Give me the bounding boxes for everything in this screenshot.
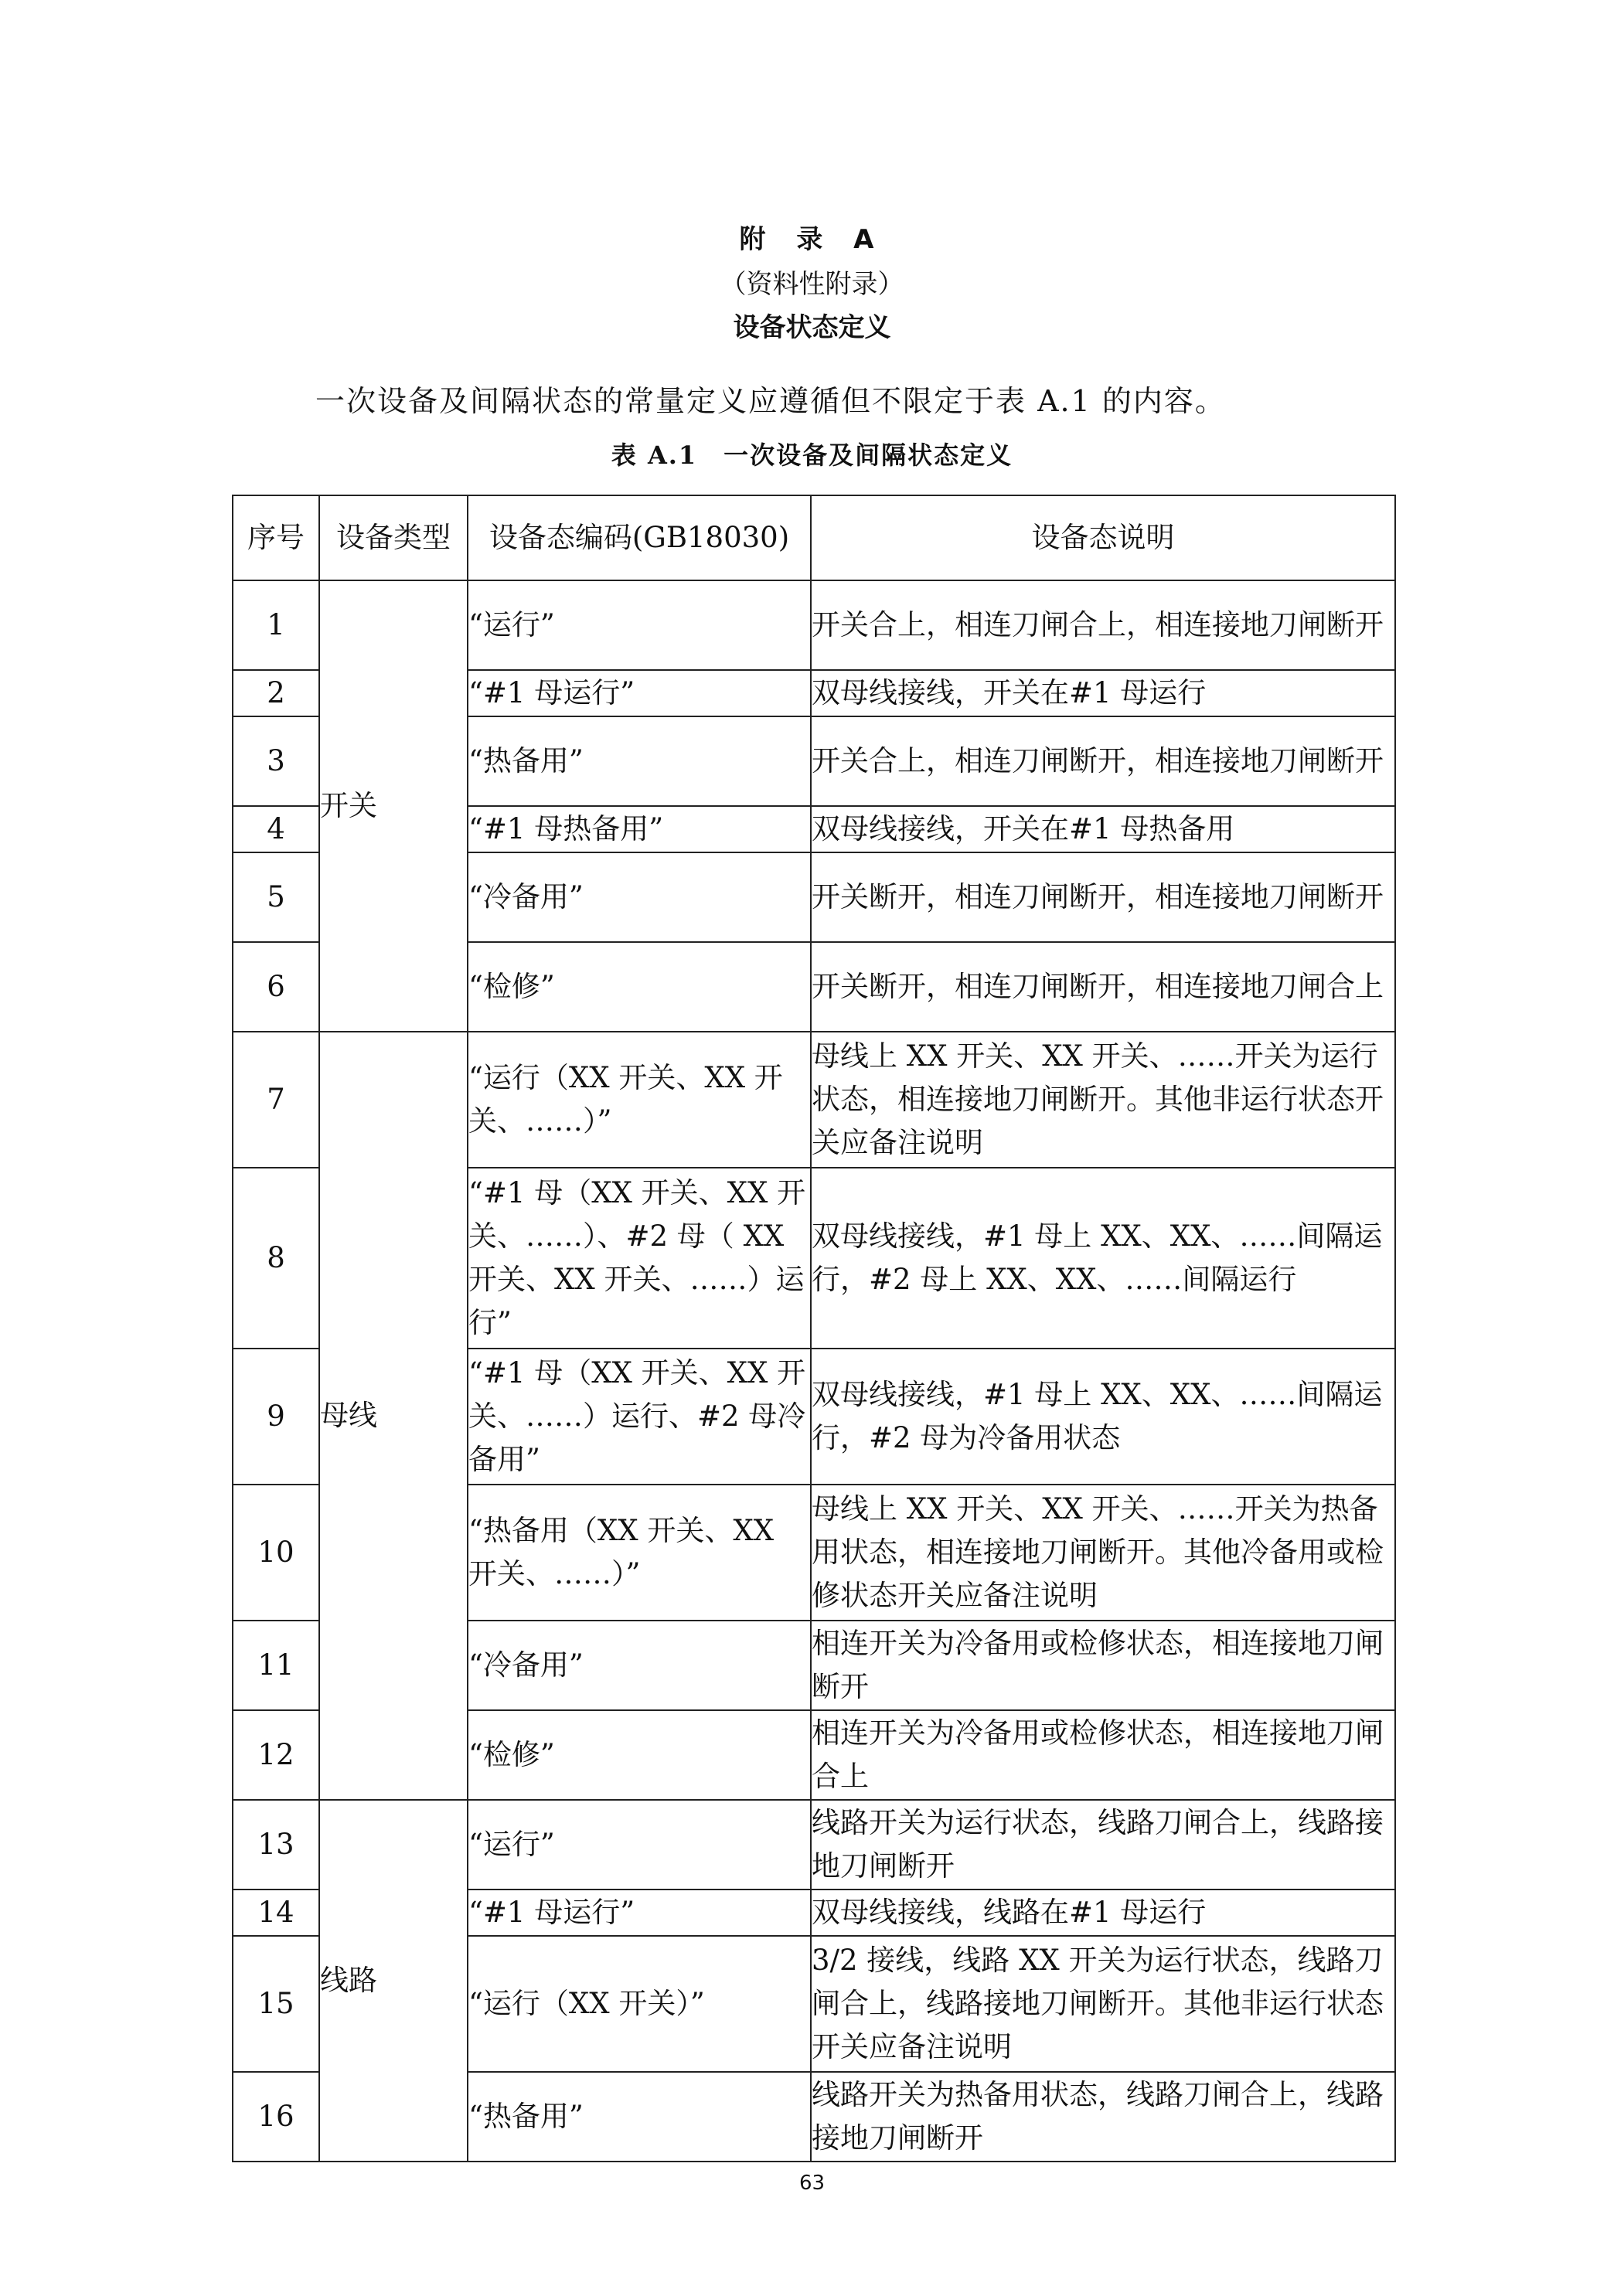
appendix-label: 附 录 A [739, 224, 885, 255]
row-index: 12 [233, 1710, 319, 1800]
state-description-cell: 开关断开，相连刀闸断开，相连接地刀闸合上 [811, 942, 1395, 1032]
state-description-cell: 相连开关为冷备用或检修状态，相连接地刀闸合上 [811, 1710, 1395, 1800]
header-index: 序号 [233, 495, 319, 580]
state-code-cell: “#1 母运行” [468, 670, 811, 716]
state-description-cell: 双母线接线，#1 母上 XX、XX、……间隔运行，#2 母上 XX、XX、……间隔运行 [811, 1168, 1395, 1349]
state-description-cell: 相连开关为冷备用或检修状态，相连接地刀闸断开 [811, 1621, 1395, 1710]
table-row [233, 1032, 1395, 1168]
intro-paragraph: 一次设备及间隔状态的常量定义应遵循但不限定于表 A.1 的内容。 [315, 384, 1226, 418]
table-row [233, 580, 1395, 670]
row-index: 13 [233, 1800, 319, 1890]
device-type-cell: 母线 [319, 1032, 468, 1800]
state-description-cell: 双母线接线，开关在#1 母运行 [811, 670, 1395, 716]
table-caption: 表 A.1 一次设备及间隔状态定义 [611, 440, 1013, 470]
header-desc: 设备态说明 [811, 495, 1395, 580]
row-index: 7 [233, 1032, 319, 1168]
state-description-cell: 双母线接线，线路在#1 母运行 [811, 1890, 1395, 1936]
state-code-cell: “运行（XX 开关、XX 开关、……）” [468, 1032, 811, 1168]
header-code: 设备态编码(GB18030) [468, 495, 811, 580]
table-body [233, 580, 1395, 2162]
row-index: 10 [233, 1485, 319, 1621]
table-row [233, 1800, 1395, 1890]
state-description-cell: 双母线接线，开关在#1 母热备用 [811, 806, 1395, 852]
state-description-cell: 母线上 XX 开关、XX 开关、……开关为热备用状态，相连接地刀闸断开。其他冷备用或检修状态开关应备注说明 [811, 1485, 1395, 1621]
row-index: 4 [233, 806, 319, 852]
state-code-cell: “热备用” [468, 716, 811, 806]
device-type-cell: 线路 [319, 1800, 468, 2162]
state-code-cell: “冷备用” [468, 1621, 811, 1710]
state-code-cell: “检修” [468, 942, 811, 1032]
state-code-cell: “运行” [468, 1800, 811, 1890]
state-code-cell: “#1 母（XX 开关、XX 开关、……）运行、#2 母冷备用” [468, 1349, 811, 1485]
state-code-cell: “#1 母热备用” [468, 806, 811, 852]
state-description-cell: 开关断开，相连刀闸断开，相连接地刀闸断开 [811, 852, 1395, 942]
state-description-cell: 3/2 接线，线路 XX 开关为运行状态，线路刀闸合上，线路接地刀闸断开。其他非运行状态开关应备注说明 [811, 1936, 1395, 2072]
row-index: 14 [233, 1890, 319, 1936]
state-description-cell: 线路开关为热备用状态，线路刀闸合上，线路接地刀闸断开 [811, 2072, 1395, 2162]
state-code-cell: “热备用（XX 开关、XX 开关、……）” [468, 1485, 811, 1621]
header-type: 设备类型 [319, 495, 468, 580]
device-type-cell: 开关 [319, 580, 468, 1032]
state-description-cell: 开关合上，相连刀闸断开，相连接地刀闸断开 [811, 716, 1395, 806]
appendix-title: 设备状态定义 [733, 312, 891, 343]
row-index: 3 [233, 716, 319, 806]
state-description-cell: 母线上 XX 开关、XX 开关、……开关为运行状态，相连接地刀闸断开。其他非运行状态开关应备注说明 [811, 1032, 1395, 1168]
state-code-cell: “冷备用” [468, 852, 811, 942]
row-index: 2 [233, 670, 319, 716]
state-code-cell: “#1 母（XX 开关、XX 开关、……）、#2 母（ XX 开关、XX 开关、……）运行” [468, 1168, 811, 1349]
row-index: 15 [233, 1936, 319, 2072]
state-description-cell: 开关合上，相连刀闸合上，相连接地刀闸断开 [811, 580, 1395, 670]
row-index: 6 [233, 942, 319, 1032]
row-index: 5 [233, 852, 319, 942]
state-code-cell: “热备用” [468, 2072, 811, 2162]
row-index: 8 [233, 1168, 319, 1349]
row-index: 11 [233, 1621, 319, 1710]
appendix-note: （资料性附录） [720, 269, 904, 300]
table-header-row [233, 495, 1395, 580]
state-code-cell: “检修” [468, 1710, 811, 1800]
state-description-cell: 线路开关为运行状态，线路刀闸合上，线路接地刀闸断开 [811, 1800, 1395, 1890]
state-code-cell: “#1 母运行” [468, 1890, 811, 1936]
row-index: 1 [233, 580, 319, 670]
row-index: 16 [233, 2072, 319, 2162]
state-definition-table [232, 495, 1396, 2162]
page-number: 63 [798, 2172, 826, 2195]
state-code-cell: “运行（XX 开关）” [468, 1936, 811, 2072]
row-index: 9 [233, 1349, 319, 1485]
state-description-cell: 双母线接线，#1 母上 XX、XX、……间隔运行，#2 母为冷备用状态 [811, 1349, 1395, 1485]
state-code-cell: “运行” [468, 580, 811, 670]
